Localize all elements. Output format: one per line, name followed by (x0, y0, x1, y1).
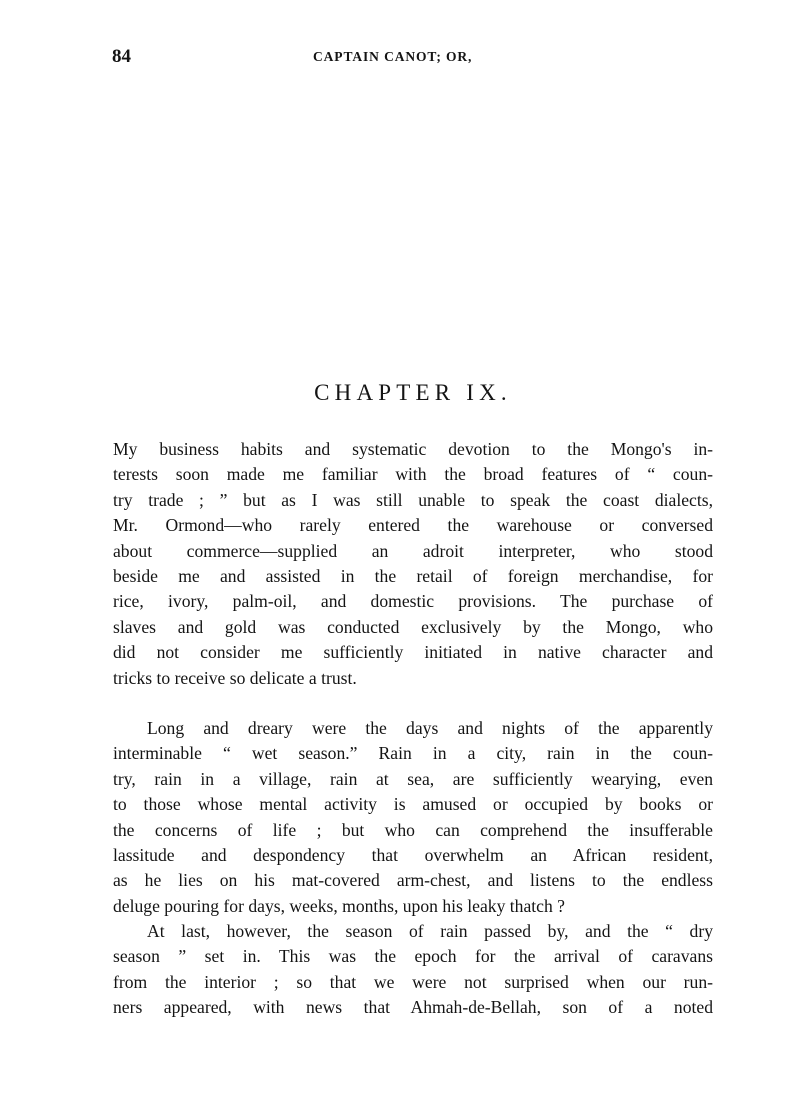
text-line: the concerns of life ; but who can comprehend the insufferable (113, 819, 713, 840)
text-line: Long and dreary were the days and nights of the apparently (147, 718, 713, 738)
paragraph-3 (113, 919, 713, 1021)
text-line: rice, ivory, palm-oil, and domestic provisions. The purchase of (113, 591, 713, 612)
running-head (112, 46, 712, 70)
text-line: My business habits and systematic devotion to the Mongo's in- (113, 439, 713, 459)
paragraph-1 (113, 437, 713, 691)
text-line: about commerce—supplied an adroit interpreter, who stood (113, 540, 713, 561)
text-line: try, rain in a village, rain at sea, are sufficiently wearying, even (113, 768, 713, 789)
text-line: tricks to receive so delicate a trust. (113, 667, 357, 688)
page-number: 84 (112, 46, 131, 67)
text-line: season ” set in. This was the epoch for the arrival of caravans (113, 946, 713, 967)
text-line: to those whose mental activity is amused or occupied by books or (113, 794, 713, 815)
text-line: try trade ; ” but as I was still unable to speak the coast dialects, (113, 489, 713, 510)
text-line: terests soon made me familiar with the broad features of “ coun- (113, 464, 713, 485)
text-line: did not consider me sufficiently initiated in native character and (113, 642, 713, 663)
text-line: interminable “ wet season.” Rain in a city, rain in the coun- (113, 743, 713, 764)
paragraph-2 (113, 716, 713, 919)
text-line: from the interior ; so that we were not surprised when our run- (113, 971, 713, 992)
text-line: beside me and assisted in the retail of foreign merchandise, for (113, 565, 713, 586)
text-line: At last, however, the season of rain passed by, and the “ dry (147, 921, 713, 941)
text-line: Mr. Ormond—who rarely entered the warehouse or conversed (113, 515, 713, 536)
text-line: ners appeared, with news that Ahmah-de-Bellah, son of a noted (113, 997, 713, 1018)
running-title: CAPTAIN CANOT; OR, (313, 49, 473, 64)
chapter-heading: CHAPTER IX. (314, 380, 512, 405)
text-line: slaves and gold was conducted exclusively by the Mongo, who (113, 616, 713, 637)
text-line: deluge pouring for days, weeks, months, upon his leaky thatch ? (113, 895, 565, 916)
text-line: as he lies on his mat-covered arm-chest, and listens to the endless (113, 870, 713, 891)
text-line: lassitude and despondency that overwhelm an African resident, (113, 844, 713, 865)
